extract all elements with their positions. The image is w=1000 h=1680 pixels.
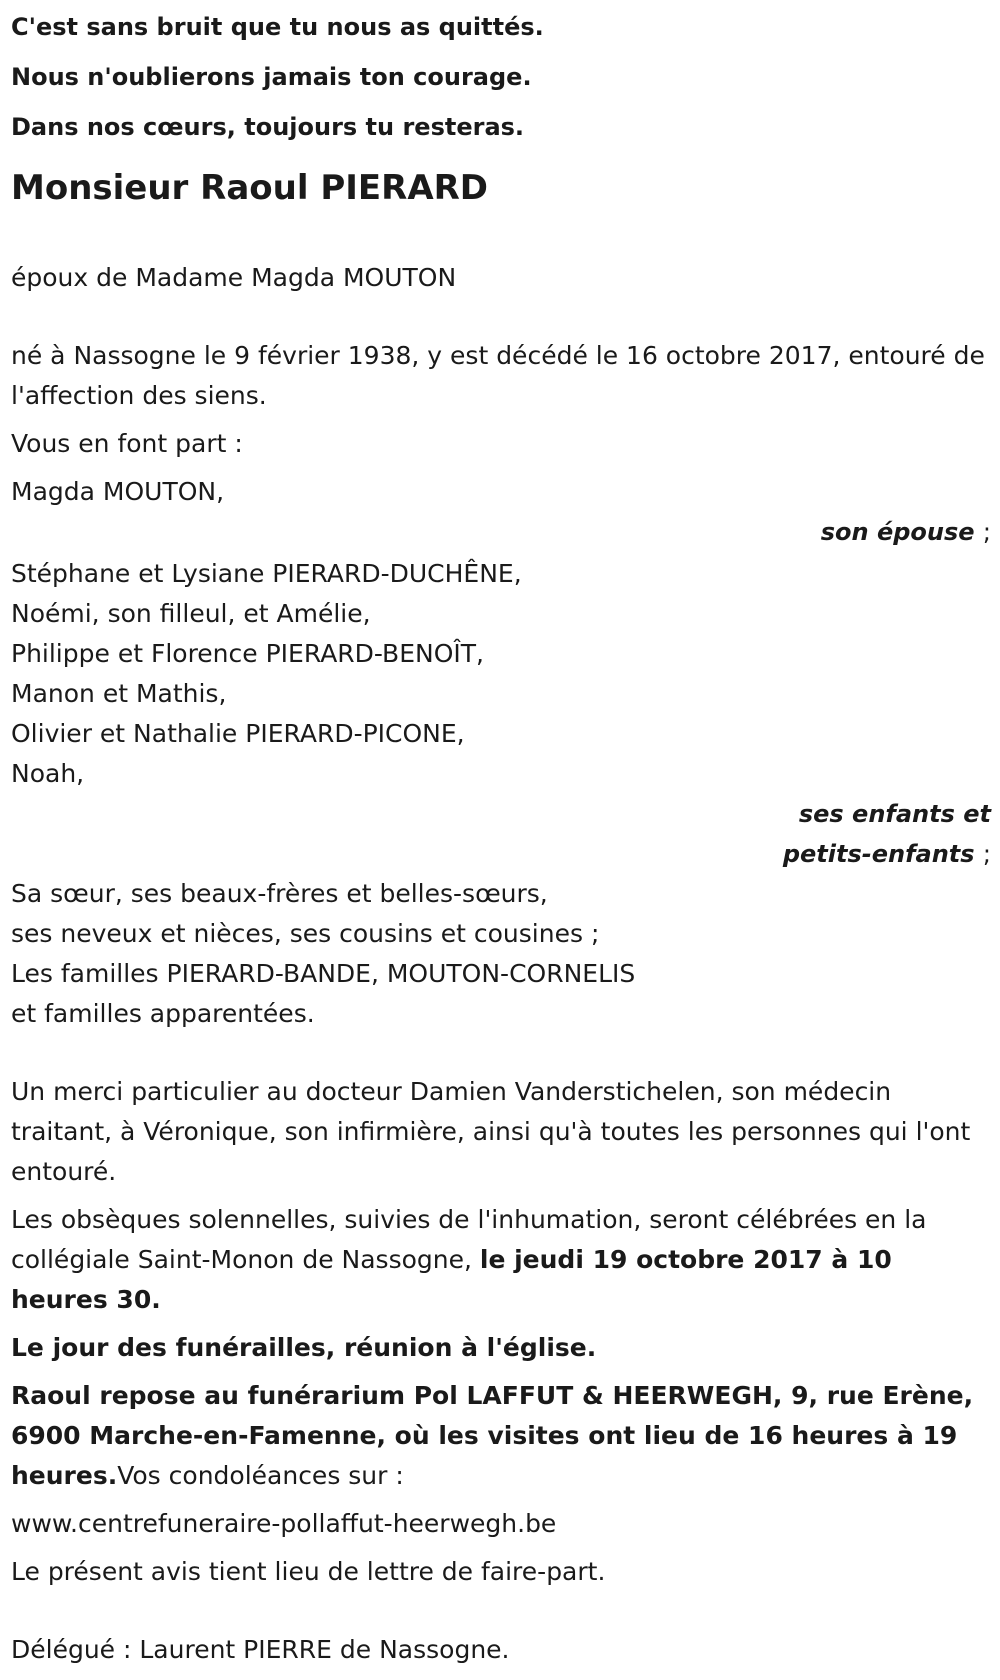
poem-line: Nous n'oublierons jamais ton courage. bbox=[11, 63, 532, 91]
list-item: Sa sœur, ses beaux-frères et belles-sœurs, bbox=[11, 879, 548, 908]
birth-death: né à Nassogne le 9 février 1938, y est décédé le 16 octobre 2017, entouré de l'affection des siens. bbox=[11, 341, 985, 410]
spouse-role-text: son épouse bbox=[820, 518, 975, 546]
list-item: Olivier et Nathalie PIERARD-PICONE, bbox=[11, 719, 465, 748]
poem-line: Dans nos cœurs, toujours tu resteras. bbox=[11, 113, 525, 141]
website-link[interactable]: www.centrefuneraire-pollaffut-heerwegh.be bbox=[11, 1509, 557, 1538]
notice: Le présent avis tient lieu de lettre de faire-part. bbox=[11, 1557, 606, 1586]
list-item: Manon et Mathis, bbox=[11, 679, 227, 708]
rest-bold: Raoul repose au funérarium Pol LAFFUT & HEERWEGH, 9, rue Erène, 6900 Marche-en-Famenne, où les visites ont lieu de 16 heures à 19 heures. bbox=[11, 1381, 974, 1490]
funeral-info bbox=[11, 1200, 991, 1320]
list-item: Les familles PIERARD-BANDE, MOUTON-CORNELIS bbox=[11, 959, 636, 988]
children-role-2-text: petits-enfants bbox=[782, 840, 975, 868]
list-item: ses neveux et nièces, ses cousins et cousines ; bbox=[11, 919, 600, 948]
list-item: et familles apparentées. bbox=[11, 999, 315, 1028]
list-item: Philippe et Florence PIERARD-BENOÎT, bbox=[11, 639, 484, 668]
meeting: Le jour des funérailles, réunion à l'église. bbox=[11, 1333, 597, 1362]
poem-line: C'est sans bruit que tu nous as quittés. bbox=[11, 13, 544, 41]
family-list bbox=[11, 874, 991, 1034]
semicolon: ; bbox=[982, 840, 991, 868]
spouse-role bbox=[11, 512, 991, 552]
rest-info bbox=[11, 1376, 991, 1496]
children-list bbox=[11, 554, 991, 794]
children-role-2 bbox=[11, 834, 991, 874]
semicolon: ; bbox=[982, 518, 991, 546]
spouse-name: Magda MOUTON, bbox=[11, 477, 225, 506]
thanks: Un merci particulier au docteur Damien Vanderstichelen, son médecin traitant, à Véronique, son infirmière, ainsi qu'à toutes les personnes qui l'ont entouré. bbox=[11, 1077, 971, 1186]
poem bbox=[11, 0, 991, 152]
list-item: Noah, bbox=[11, 759, 85, 788]
rest-normal: Vos condoléances sur : bbox=[117, 1461, 404, 1490]
delegate: Délégué : Laurent PIERRE de Nassogne. bbox=[11, 1635, 510, 1664]
spouse-line: époux de Madame Magda MOUTON bbox=[11, 263, 457, 292]
announce: Vous en font part : bbox=[11, 429, 243, 458]
funeral-text: Les obsèques solennelles, suivies de l'inhumation, seront célébrées en la collégiale Saint-Monon de Nassogne, bbox=[11, 1205, 927, 1274]
deceased-name: Monsieur Raoul PIERARD bbox=[11, 168, 489, 208]
list-item: Stéphane et Lysiane PIERARD-DUCHÊNE, bbox=[11, 559, 522, 588]
children-role-1: ses enfants et bbox=[798, 800, 991, 828]
list-item: Noémi, son filleul, et Amélie, bbox=[11, 599, 371, 628]
funeral-date: le jeudi 19 octobre 2017 à 10 heures 30. bbox=[11, 1245, 892, 1314]
obituary-notice bbox=[11, 0, 991, 1670]
